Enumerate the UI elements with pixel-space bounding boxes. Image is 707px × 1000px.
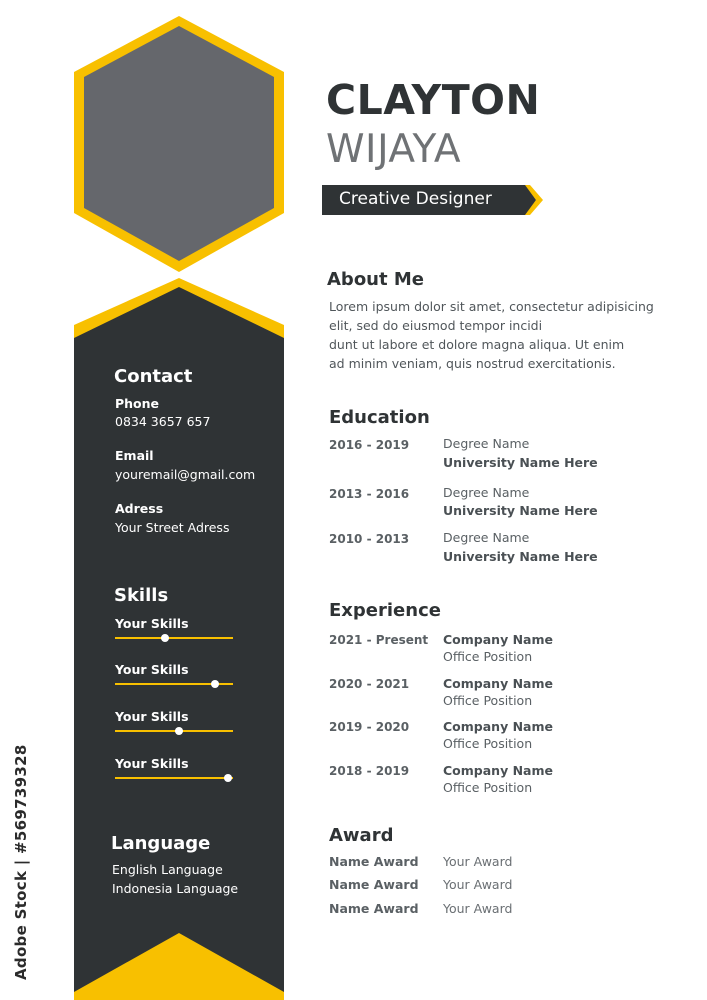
phone-value: 0834 3657 657 bbox=[115, 414, 211, 429]
email-value: youremail@gmail.com bbox=[115, 467, 256, 482]
job-title: Creative Designer bbox=[339, 189, 492, 209]
education-degree: Degree Name bbox=[443, 485, 530, 500]
skill-level-knob bbox=[161, 634, 169, 642]
about-line: ad minim veniam, quis nostrud exercitationis. bbox=[329, 356, 616, 371]
about-line: Lorem ipsum dolor sit amet, consectetur adipisicing bbox=[329, 299, 654, 314]
experience-years: 2018 - 2019 bbox=[329, 764, 410, 778]
language-heading: Language bbox=[111, 833, 211, 854]
skill-level-bar bbox=[115, 637, 233, 639]
last-name: WIJAYA bbox=[326, 127, 462, 172]
skill-level-bar bbox=[115, 777, 233, 779]
experience-company: Company Name bbox=[443, 763, 553, 778]
first-name: CLAYTON bbox=[326, 76, 541, 124]
about-heading: About Me bbox=[327, 269, 424, 290]
award-name: Name Award bbox=[329, 901, 419, 916]
experience-position: Office Position bbox=[443, 693, 533, 708]
experience-company: Company Name bbox=[443, 632, 553, 647]
award-heading: Award bbox=[329, 825, 394, 846]
education-years: 2010 - 2013 bbox=[329, 532, 410, 546]
about-line: dunt ut labore et dolore magna aliqua. Ut enim bbox=[329, 337, 625, 352]
education-degree: Degree Name bbox=[443, 436, 530, 451]
education-school: University Name Here bbox=[443, 503, 598, 518]
stock-watermark-id: Adobe Stock | #569739328 bbox=[12, 744, 30, 980]
experience-years: 2019 - 2020 bbox=[329, 720, 410, 734]
education-heading: Education bbox=[329, 407, 430, 428]
language-item: English Language bbox=[112, 862, 223, 877]
education-school: University Name Here bbox=[443, 549, 598, 564]
experience-company: Company Name bbox=[443, 719, 553, 734]
experience-company: Company Name bbox=[443, 676, 553, 691]
skill-level-bar bbox=[115, 683, 233, 685]
skill-label: Your Skills bbox=[115, 616, 189, 631]
experience-position: Office Position bbox=[443, 736, 533, 751]
experience-heading: Experience bbox=[329, 600, 441, 621]
skill-level-bar bbox=[115, 730, 233, 732]
address-label: Adress bbox=[115, 501, 164, 516]
experience-position: Office Position bbox=[443, 780, 533, 795]
about-line: elit, sed do eiusmod tempor incidi bbox=[329, 318, 543, 333]
award-value: Your Award bbox=[443, 901, 513, 916]
experience-position: Office Position bbox=[443, 649, 533, 664]
education-years: 2013 - 2016 bbox=[329, 487, 410, 501]
skills-heading: Skills bbox=[114, 585, 169, 606]
education-degree: Degree Name bbox=[443, 530, 530, 545]
skill-label: Your Skills bbox=[115, 756, 189, 771]
award-value: Your Award bbox=[443, 854, 513, 869]
email-label: Email bbox=[115, 448, 154, 463]
address-value: Your Street Adress bbox=[115, 520, 230, 535]
contact-heading: Contact bbox=[114, 366, 193, 387]
skill-label: Your Skills bbox=[115, 709, 189, 724]
award-value: Your Award bbox=[443, 877, 513, 892]
skill-label: Your Skills bbox=[115, 662, 189, 677]
education-years: 2016 - 2019 bbox=[329, 438, 410, 452]
phone-label: Phone bbox=[115, 396, 160, 411]
skill-level-knob bbox=[175, 727, 183, 735]
language-item: Indonesia Language bbox=[112, 881, 239, 896]
experience-years: 2021 - Present bbox=[329, 633, 429, 647]
education-school: University Name Here bbox=[443, 455, 598, 470]
award-name: Name Award bbox=[329, 854, 419, 869]
experience-years: 2020 - 2021 bbox=[329, 677, 410, 691]
award-name: Name Award bbox=[329, 877, 419, 892]
